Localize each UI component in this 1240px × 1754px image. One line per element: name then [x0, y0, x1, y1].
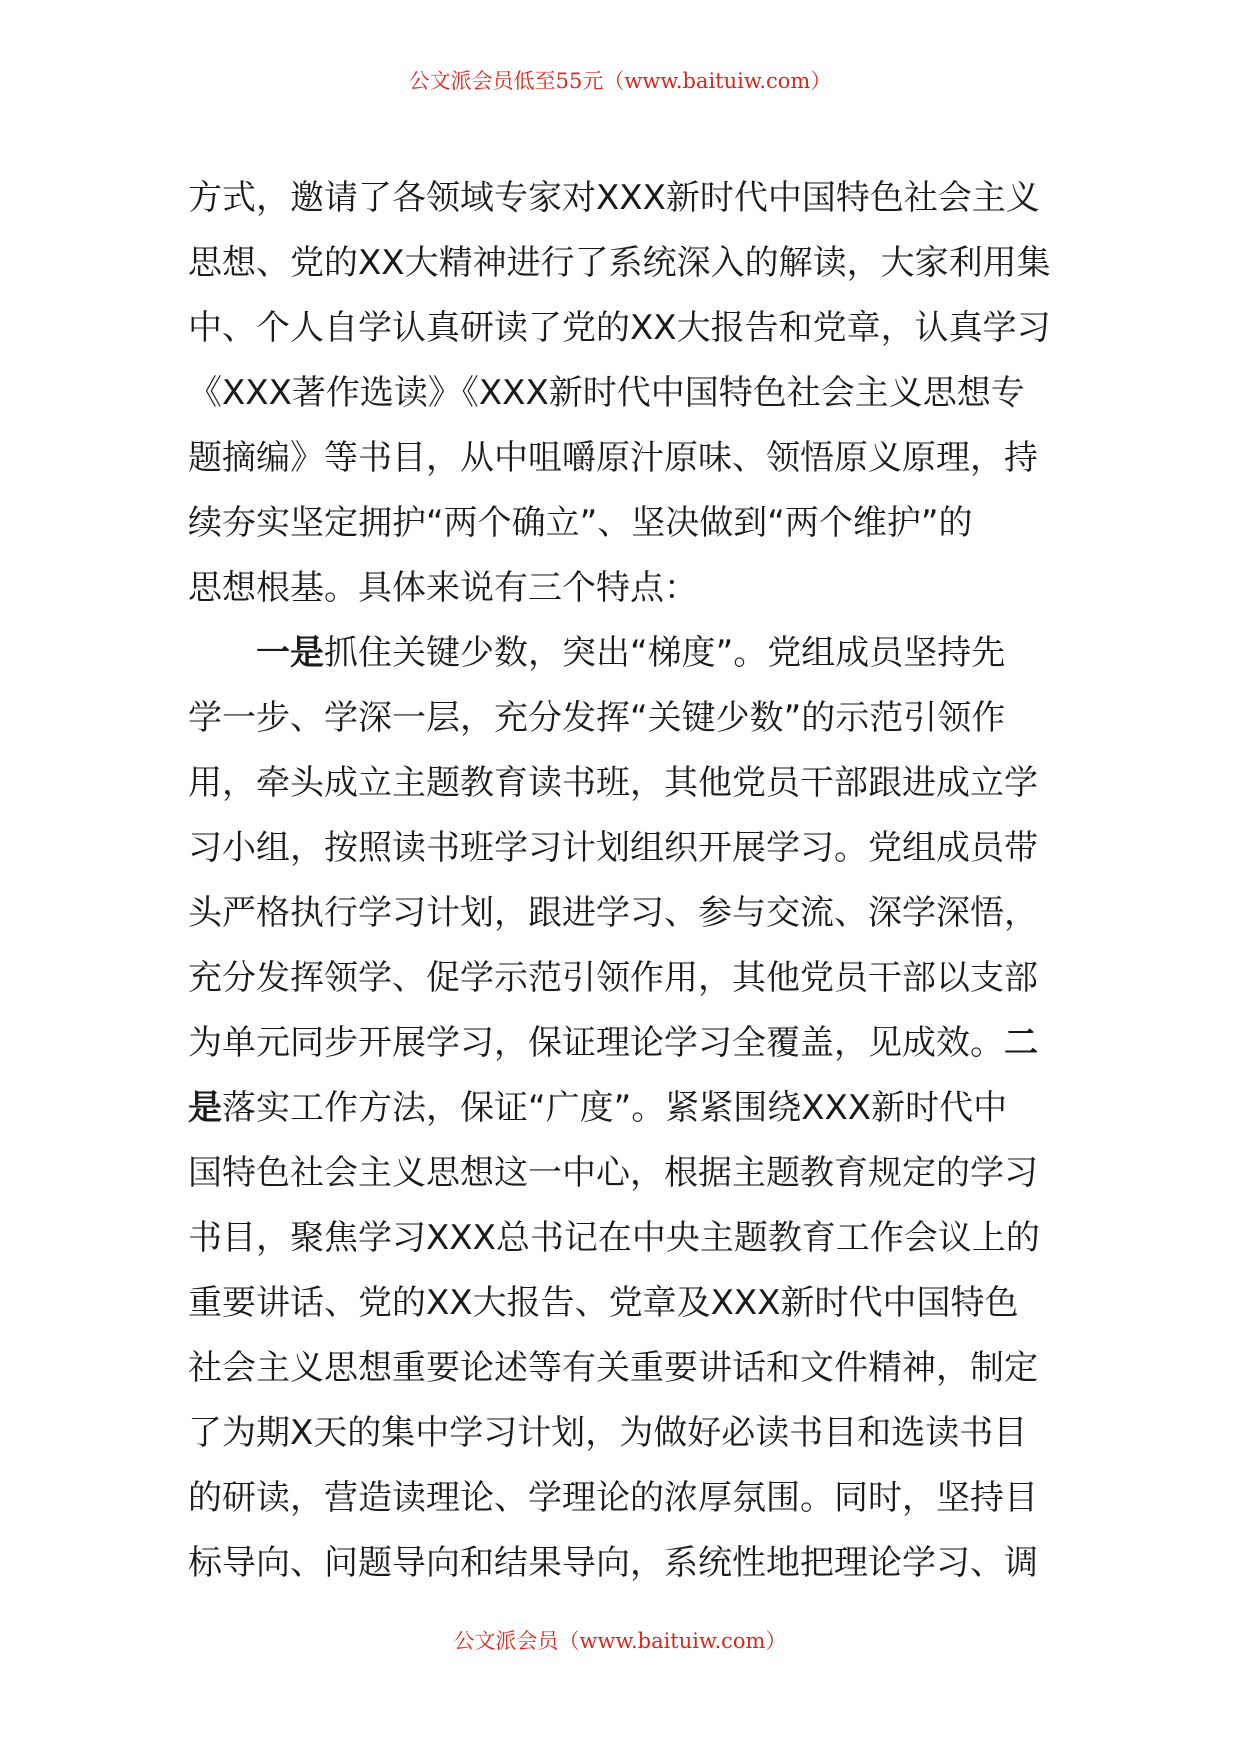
body-line: 思想根基。具体来说有三个特点： — [188, 568, 698, 608]
body-line: 思想、党的XX大精神进行了系统深入的解读，大家利用集 — [188, 243, 1051, 283]
point-two-text: 落实工作方法，保证“广度”。紧紧围绕XXX新时代中 — [222, 1088, 1008, 1128]
body-line-with-point-two — [188, 1011, 1068, 1076]
body-line: 习小组，按照读书班学习计划组织开展学习。党组成员带 — [188, 828, 1038, 868]
body-line: 头严格执行学习计划，跟进学习、参与交流、深学深悟， — [188, 893, 1038, 933]
body-line: 充分发挥领学、促学示范引领作用，其他党员干部以支部 — [188, 958, 1038, 998]
body-line: 了为期X天的集中学习计划，为做好必读书目和选读书目 — [188, 1413, 1028, 1453]
point-one-paragraph-start — [188, 621, 1068, 686]
page-footer-watermark: 公文派会员（www.baituiw.com） — [453, 1629, 787, 1653]
body-line: 社会主义思想重要论述等有关重要讲话和文件精神，制定 — [188, 1348, 1038, 1388]
point-two-label-part: 是 — [188, 1088, 222, 1128]
body-line: 的研读，营造读理论、学理论的浓厚氛围。同时，坚持目 — [188, 1478, 1038, 1518]
document-body — [188, 166, 1068, 1596]
body-line: 学一步、学深一层，充分发挥“关键少数”的示范引领作 — [188, 698, 1006, 738]
body-line: 《XXX著作选读》《XXX新时代中国特色社会主义思想专 — [188, 373, 1025, 413]
point-one-text: 抓住关键少数，突出“梯度”。党组成员坚持先 — [324, 633, 1006, 673]
page-header-watermark: 公文派会员低至55元（www.baituiw.com） — [408, 69, 832, 93]
point-two-label-part: 二 — [1004, 1023, 1038, 1063]
body-line: 重要讲话、党的XX大报告、党章及XXX新时代中国特色 — [188, 1283, 1019, 1323]
body-line: 题摘编》等书目，从中咀嚼原汁原味、领悟原义原理，持 — [188, 438, 1038, 478]
body-line: 国特色社会主义思想这一中心，根据主题教育规定的学习 — [188, 1153, 1038, 1193]
body-line: 中、个人自学认真研读了党的XX大报告和党章，认真学习 — [188, 308, 1051, 348]
body-line: 标导向、问题导向和结果导向，系统性地把理论学习、调 — [188, 1543, 1038, 1583]
body-line-text: 为单元同步开展学习，保证理论学习全覆盖，见成效。 — [188, 1023, 1004, 1063]
point-two-line — [188, 1076, 1068, 1141]
body-line: 方式，邀请了各领域专家对XXX新时代中国特色社会主义 — [188, 178, 1040, 218]
body-line: 用，牵头成立主题教育读书班，其他党员干部跟进成立学 — [188, 763, 1038, 803]
point-one-label: 一是 — [256, 633, 324, 673]
body-line: 书目，聚焦学习XXX总书记在中央主题教育工作会议上的 — [188, 1218, 1040, 1258]
body-line: 续夯实坚定拥护“两个确立”、坚决做到“两个维护”的 — [188, 503, 973, 543]
